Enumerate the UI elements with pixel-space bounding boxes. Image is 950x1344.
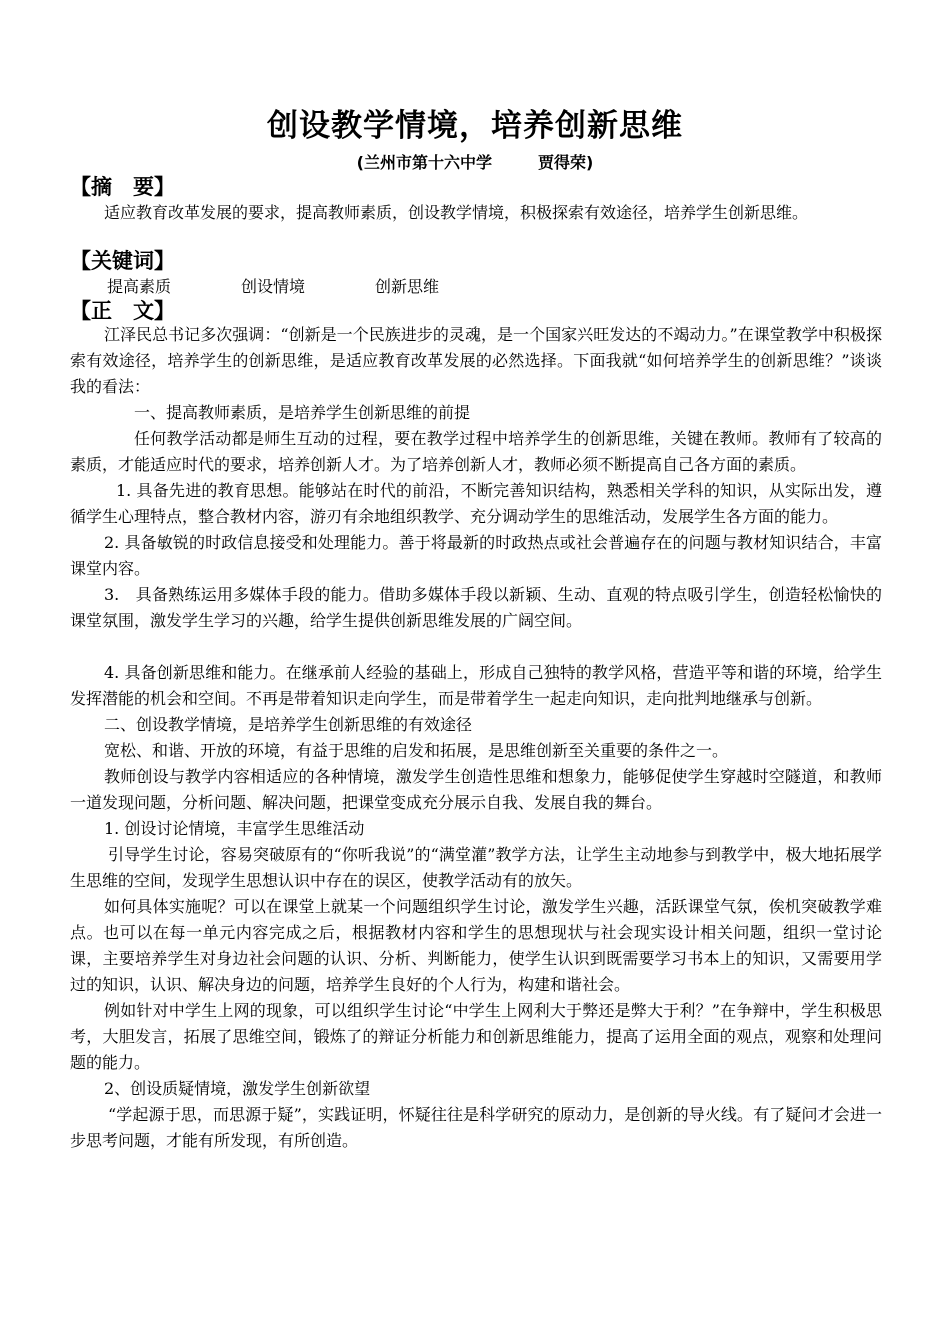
section-heading-2: 二、创设教学情境，是培养学生创新思维的有效途径 bbox=[104, 715, 473, 734]
paragraph: 如何具体实施呢？可以在课堂上就某一个问题组织学生讨论，激发学生兴趣，活跃课堂气氛，俟机突破教学难点。也可以在每一单元内容完成之后，根据教材内容和学生的思想现状与社会现实设计相关问题，组织一堂讨论课，主要培养学生对身边社会问题的认识、分析、判断能力，使学生认识到既需要学习书本上的知识，又需要用学过的知识，认识、解决身边的问题，培养学生良好的个人行为，构建和谐社会。 bbox=[70, 897, 882, 994]
keyword-item: 创设情境 bbox=[241, 277, 306, 296]
keywords-list bbox=[107, 274, 509, 300]
author-name: 贾得荣) bbox=[538, 153, 594, 172]
paragraph: 江泽民总书记多次强调：“创新是一个民族进步的灵魂，是一个国家兴旺发达的不竭动力。”在课堂教学中积极探索有效途径，培养学生的创新思维，是适应教育改革发展的必然选择。下面我就“如何培养学生的创新思维？”谈谈我的看法： bbox=[70, 325, 882, 396]
paragraph: 教师创设与教学内容相适应的各种情境，激发学生创造性思维和想象力，能够促使学生穿越时空隧道，和教师一道发现问题，分析问题、解决问题，把课堂变成充分展示自我、发展自我的舞台。 bbox=[70, 767, 882, 812]
paragraph: 任何教学活动都是师生互动的过程，要在教学过程中培养学生的创新思维，关键在教师。教师有了较高的素质，才能适应时代的要求，培养创新人才。为了培养创新人才，教师必须不断提高自己各方面的素质。 bbox=[70, 429, 882, 474]
keyword-item: 创新思维 bbox=[375, 277, 440, 296]
list-item: 4. 具备创新思维和能力。在继承前人经验的基础上，形成自己独特的教学风格，营造平等和谐的环境，给学生发挥潜能的机会和空间。不再是带着知识走向学生，而是带着学生一起走向知识，走向批判地继承与创新。 bbox=[70, 663, 882, 708]
list-item: 1. 具备先进的教育思想。能够站在时代的前沿，不断完善知识结构，熟悉相关学科的知识，从实际出发，遵循学生心理特点，整合教材内容，游刃有余地组织教学、充分调动学生的思维活动，发展学生各方面的能力。 bbox=[70, 481, 882, 526]
keyword-item: 提高素质 bbox=[107, 277, 172, 296]
paragraph: 引导学生讨论，容易突破原有的“你听我说”的“满堂灌”教学方法，让学生主动地参与到教学中，极大地拓展学生思维的空间，发现学生思想认识中存在的误区，使教学活动有的放矢。 bbox=[70, 845, 882, 890]
subsection-heading: 2、创设质疑情境，激发学生创新欲望 bbox=[104, 1079, 371, 1098]
author-byline bbox=[0, 150, 950, 173]
document-title: 创设教学情境，培养创新思维 bbox=[267, 108, 683, 144]
author-school: (兰州市第十六中学 bbox=[356, 153, 492, 172]
keywords-heading: 【关键词】 bbox=[70, 249, 175, 273]
subsection-heading: 1. 创设讨论情境，丰富学生思维活动 bbox=[104, 819, 365, 838]
abstract-heading: 【摘 要】 bbox=[70, 175, 175, 199]
paragraph: 例如针对中学生上网的现象，可以组织学生讨论“中学生上网利大于弊还是弊大于利？”在争辩中，学生积极思考，大胆发言，拓展了思维空间，锻炼了的辩证分析能力和创新思维能力，提高了运用全面的观点，观察和处理问题的能力。 bbox=[70, 1001, 882, 1072]
paragraph: “学起源于思，而思源于疑”，实践证明，怀疑往往是科学研究的原动力，是创新的导火线。有了疑问才会进一步思考问题，才能有所发现，有所创造。 bbox=[70, 1105, 882, 1150]
abstract-paragraph: 适应教育改革发展的要求，提高教师素质，创设教学情境，积极探索有效途径，培养学生创新思维。 bbox=[104, 203, 809, 222]
list-item: 2. 具备敏锐的时政信息接受和处理能力。善于将最新的时政热点或社会普遍存在的问题与教材知识结合，丰富课堂内容。 bbox=[70, 533, 882, 578]
abstract-text bbox=[70, 200, 882, 226]
body-heading: 【正 文】 bbox=[70, 299, 175, 323]
paragraph: 宽松、和谐、开放的环境，有益于思维的启发和拓展，是思维创新至关重要的条件之一。 bbox=[104, 741, 729, 760]
list-item: 3. 具备熟练运用多媒体手段的能力。借助多媒体手段以新颖、生动、直观的特点吸引学生，创造轻松愉快的课堂氛围，激发学生学习的兴趣，给学生提供创新思维发展的广阔空间。 bbox=[70, 585, 882, 630]
section-heading-1: 一、提高教师素质，是培养学生创新思维的前提 bbox=[134, 403, 471, 422]
body-text bbox=[70, 322, 882, 1154]
